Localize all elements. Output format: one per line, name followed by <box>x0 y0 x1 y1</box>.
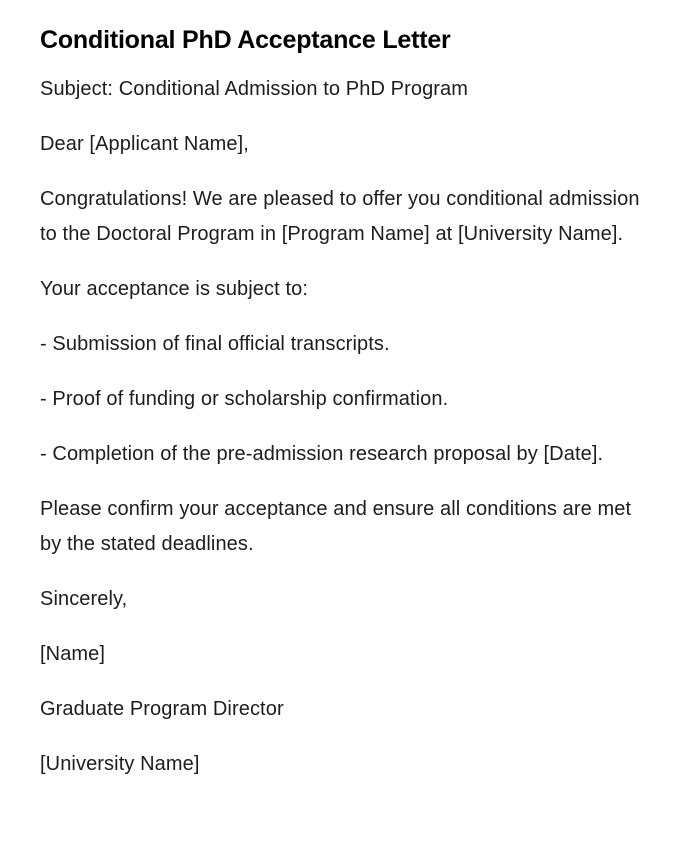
signer-organization: [University Name] <box>40 753 200 775</box>
intro-paragraph: Congratulations! We are pleased to offer you conditional admission to the Doctoral Program in [Program Name] at [University Name]. <box>40 188 640 245</box>
signer-title: Graduate Program Director <box>40 698 284 720</box>
signer-name: [Name] <box>40 643 106 665</box>
conditions-intro: Your acceptance is subject to: <box>40 278 308 300</box>
condition-item-proposal: - Completion of the pre-admission research proposal by [Date]. <box>40 443 604 465</box>
condition-item-transcripts: - Submission of final official transcripts. <box>40 333 390 355</box>
condition-item-funding: - Proof of funding or scholarship confirmation. <box>40 388 449 410</box>
subject-line: Subject: Conditional Admission to PhD Program <box>40 78 469 100</box>
closing-request-paragraph: Please confirm your acceptance and ensure all conditions are met by the stated deadlines. <box>40 498 632 555</box>
signoff: Sincerely, <box>40 588 128 610</box>
letter-title: Conditional PhD Acceptance Letter <box>40 26 451 54</box>
salutation: Dear [Applicant Name], <box>40 133 249 155</box>
